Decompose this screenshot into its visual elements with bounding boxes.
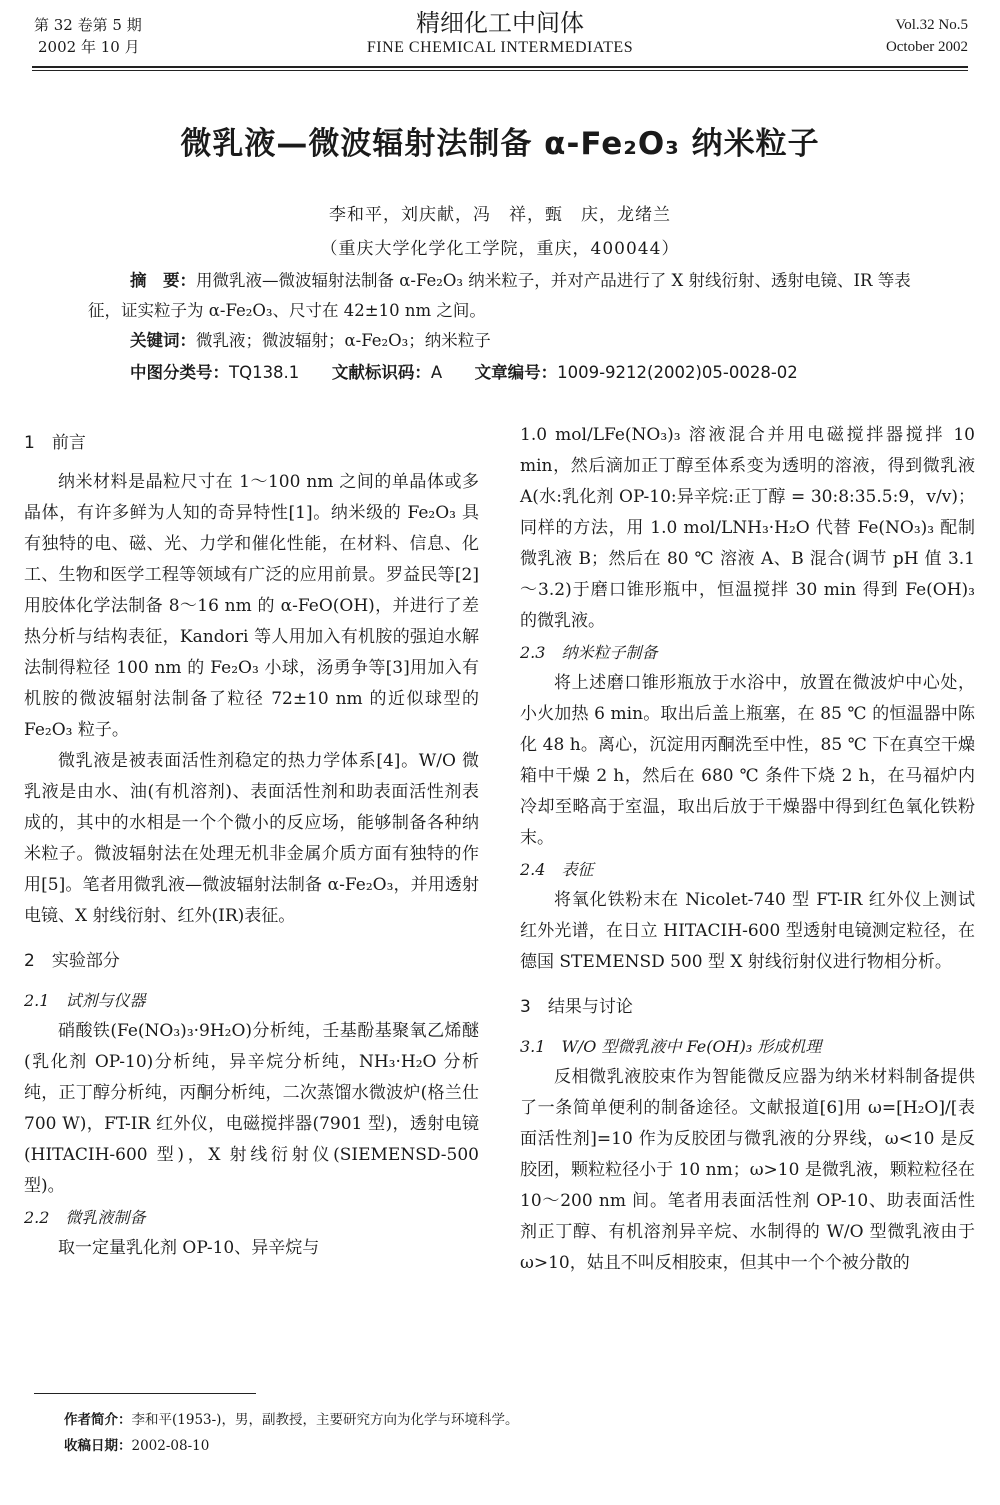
affiliation: （重庆大学化学化工学院，重庆，400044） bbox=[320, 239, 680, 259]
subsection-heading-characterization: 2.4 表征 bbox=[520, 860, 594, 879]
paragraph-intro-1: 纳米材料是晶粒尺寸在 1～100 nm 之间的单晶体或多晶体，有许多鲜为人知的奇异特性[1]。纳米级的 Fe₂O₃ 具有独特的电、磁、光、力学和催化性能，在材料、信息、化工、生物和医学工程等领域有广泛的应用前景。罗益民等[2]用胶体化学法制备 8～16 nm 的 α-FeO(OH)，并进行了差热分析与结构表征，Kandori 等人用加入有机胺的强迫水解法制得粒径 100 nm 的 Fe₂O₃ 小球，汤勇争等[3]用加入有机胺的微波辐射法制备了粒径 72±10 nm 的近似球型的 Fe₂O₃ 粒子。 bbox=[24, 472, 479, 740]
keywords-label: 关键词： bbox=[130, 331, 196, 350]
received-date-footnote bbox=[64, 1436, 209, 1456]
paragraph-reagents: 硝酸铁(Fe(NO₃)₃·9H₂O)分析纯，壬基酚基聚氧乙烯醚(乳化剂 OP-10)分析纯，异辛烷分析纯，NH₃·H₂O 分析纯，正丁醇分析纯，丙酮分析纯，二次蒸馏水微波炉(格兰仕 700 W)，FT-IR 红外仪，电磁搅拌器(7901 型)，透射电镜(HITACIH-600 型)，X 射线衍射仪(SIEMENSD-500 型)。 bbox=[24, 1021, 479, 1196]
keywords-text: 微乳液；微波辐射；α-Fe₂O₃；纳米粒子 bbox=[196, 331, 491, 350]
vol-issue-zh: 第 32 卷第 5 期 bbox=[34, 16, 142, 34]
paragraph-intro-2: 微乳液是被表面活性剂稳定的热力学体系[4]。W/O 微乳液是由水、油(有机溶剂)、表面活性剂和助表面活性剂表成的，其中的水相是一个个微小的反应场，能够制备各种纳米粒子。微波辐射法在处理无机非金属介质方面有独特的作用[5]。笔者用微乳液—微波辐射法制备 α-Fe₂O₃，并用透射电镜、X 射线衍射、红外(IR)表征。 bbox=[24, 751, 479, 926]
article-number-value: 1009-9212(2002)05-0028-02 bbox=[557, 363, 798, 382]
article-number-label: 文章编号： bbox=[474, 363, 558, 382]
journal-issue-info-en bbox=[886, 14, 968, 58]
section-heading-experiment: 2 实验部分 bbox=[24, 951, 120, 971]
doc-code-value: A bbox=[430, 363, 443, 382]
author-bio-label: 作者简介： bbox=[64, 1412, 132, 1428]
abstract-label: 摘 要： bbox=[130, 271, 196, 290]
journal-name bbox=[300, 8, 700, 58]
date-en: October 2002 bbox=[885, 39, 968, 55]
section-heading-intro: 1 前言 bbox=[24, 433, 86, 453]
author-bio-footnote bbox=[64, 1410, 518, 1430]
subsection-heading-mechanism: 3.1 W/O 型微乳液中 Fe(OH)₃ 形成机理 bbox=[520, 1037, 822, 1056]
clc-value: TQ138.1 bbox=[229, 363, 300, 382]
author-list: 李和平，刘庆献，冯 祥，甄 庆，龙绪兰 bbox=[329, 205, 671, 225]
journal-name-en: FINE CHEMICAL INTERMEDIATES bbox=[366, 39, 634, 56]
date-zh: 2002 年 10 月 bbox=[38, 38, 140, 56]
header-rule-thin bbox=[32, 70, 968, 71]
right-column bbox=[520, 420, 975, 1279]
keywords bbox=[130, 326, 491, 356]
paragraph-characterization: 将氧化铁粉末在 Nicolet-740 型 FT-IR 红外仪上测试红外光谱，在日立 HITACIH-600 型透射电镜测定粒径，在德国 STEMENSD 500 型 X 射线衍射仪进行物相分析。 bbox=[520, 890, 975, 972]
doc-code-label: 文献标识码： bbox=[331, 363, 431, 382]
clc-label: 中图分类号： bbox=[130, 363, 229, 382]
journal-name-zh: 精细化工中间体 bbox=[416, 9, 584, 37]
left-column bbox=[24, 420, 479, 1264]
paragraph-microemulsion-cont: 1.0 mol/LFe(NO₃)₃ 溶液混合并用电磁搅拌器搅拌 10 min，然后滴加正丁醇至体系变为透明的溶液，得到微乳液 A(水:乳化剂 OP-10:异辛烷:正丁醇 = 30:8:35.5:9，v/v)；同样的方法，用 1.0 mol/LNH₃·H₂O 代替 Fe(NO₃)₃ 配制微乳液 B；然后在 80 ℃ 溶液 A、B 混合(调节 pH 值 3.1～3.2)于磨口锥形瓶中，恒温搅拌 30 min 得到 Fe(OH)₃ 的微乳液。 bbox=[520, 425, 975, 631]
journal-issue-info-zh bbox=[34, 14, 142, 58]
paper-title: 微乳液—微波辐射法制备 α-Fe₂O₃ 纳米粒子 bbox=[180, 126, 820, 162]
subsection-heading-microemulsion: 2.2 微乳液制备 bbox=[24, 1208, 146, 1227]
abstract bbox=[88, 266, 918, 326]
header-rule bbox=[32, 66, 968, 68]
vol-issue-en: Vol.32 No.5 bbox=[895, 17, 968, 33]
paragraph-nanoparticle: 将上述磨口锥形瓶放于水浴中，放置在微波炉中心处，小火加热 6 min。取出后盖上瓶塞，在 85 ℃ 的恒温器中陈化 48 h。离心，沉淀用丙酮洗至中性，85 ℃ 下在真空干燥箱中干燥 2 h，然后在 680 ℃ 条件下烧 2 h，在马福炉内冷却至略高于室温，取出后放于干燥器中得到红色氧化铁粉末。 bbox=[520, 673, 975, 848]
received-date-label: 收稿日期： bbox=[64, 1438, 132, 1454]
classification-line bbox=[130, 358, 798, 388]
received-date-value: 2002-08-10 bbox=[131, 1438, 210, 1454]
section-heading-results: 3 结果与讨论 bbox=[520, 997, 633, 1017]
paragraph-microemulsion-start: 取一定量乳化剂 OP-10、异辛烷与 bbox=[58, 1238, 320, 1258]
abstract-text: 用微乳液—微波辐射法制备 α-Fe₂O₃ 纳米粒子，并对产品进行了 X 射线衍射、透射电镜、IR 等表征，证实粒子为 α-Fe₂O₃、尺寸在 42±10 nm 之间。 bbox=[88, 271, 911, 320]
paragraph-mechanism: 反相微乳液胶束作为智能微反应器为纳米材料制备提供了一条简单便利的制备途径。文献报道[6]用 ω=[H₂O]/[表面活性剂]=10 作为反胶团与微乳液的分界线，ω<10 是反胶团，颗粒粒径小于 10 nm；ω>10 是微乳液，颗粒粒径在 10～200 nm 间。笔者用表面活性剂 OP-10、助表面活性剂正丁醇、有机溶剂异辛烷、水制得的 W/O 型微乳液由于 ω>10，姑且不叫反相胶束，但其中一个个被分散的 bbox=[520, 1067, 975, 1273]
footnote-rule bbox=[34, 1393, 256, 1394]
subsection-heading-reagents: 2.1 试剂与仪器 bbox=[24, 991, 146, 1010]
subsection-heading-nanoparticle: 2.3 纳米粒子制备 bbox=[520, 643, 658, 662]
author-bio-text: 李和平(1953-)，男，副教授，主要研究方向为化学与环境科学。 bbox=[131, 1412, 519, 1428]
